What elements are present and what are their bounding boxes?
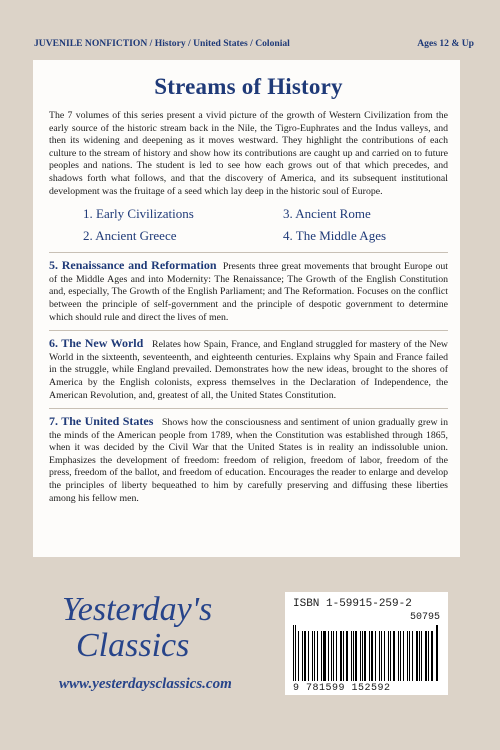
section-united-states xyxy=(49,415,448,505)
barcode-stripe xyxy=(416,631,418,681)
barcode-stripe xyxy=(312,631,314,681)
section-heading: 7. The United States xyxy=(49,414,154,429)
barcode-stripe xyxy=(308,631,309,681)
barcode-bars xyxy=(293,625,440,681)
volume-list xyxy=(83,206,448,244)
barcode-stripe xyxy=(340,631,342,681)
divider xyxy=(49,330,448,331)
price-code: 50795 xyxy=(409,612,440,623)
barcode-stripe xyxy=(302,631,303,681)
barcode-stripe xyxy=(360,631,361,681)
divider xyxy=(49,408,448,409)
barcode-stripe xyxy=(293,625,294,681)
barcode-stripe xyxy=(355,631,357,681)
section-text: Shows how the consciousness and sentiment of union gradually grew in the minds of the American people from 1789, when the Constitution was established through 1865, when it was decided by the Civil War that the United States is in reality an indissoluble union. Emphasizes the development of freedom: freedom of religion, freedom of labor, freedom of the press, freedom of the ballot, and freedom of education. Encourages the reader to enlarge and develop the principles of liberty bequeathed to him by carefully preserving and diffusing these liberties among his fellow men. xyxy=(49,417,448,504)
barcode-stripe xyxy=(419,631,420,681)
barcode-stripe xyxy=(364,631,366,681)
barcode-stripe xyxy=(390,631,391,681)
barcode-stripe xyxy=(375,631,377,681)
barcode-stripe xyxy=(333,631,334,681)
barcode-stripe xyxy=(421,631,422,681)
volume-item: 1. Early Civilizations xyxy=(83,206,194,222)
barcode-stripe xyxy=(346,631,348,681)
barcode-stripe xyxy=(436,625,437,681)
barcode-stripe xyxy=(437,625,438,681)
publisher-name-line2: Classics xyxy=(76,627,190,664)
volume-item: 4. The Middle Ages xyxy=(283,228,387,244)
publisher-logo xyxy=(59,591,292,693)
intro-paragraph: The 7 volumes of this series present a vivid picture of the growth of Western Civilization from the early source of the historic stream back in the Nile, the Tigro-Euphrates and the Indus valleys, and then its widening and deepening as it moves westward. They highlight the contributions of each culture to the stream of history and show how its contributions are caught up and carried on to future peoples and nations. The student is led to see how each grows out of that which precedes, and shadows forth what follows, and that the discovery of America, and its subsequent institutional development was the fruitage of a seed which lay deep in the historic soul of Europe. xyxy=(49,110,448,197)
series-title: Streams of History xyxy=(154,74,343,99)
isbn-number: ISBN 1-59915-259-2 xyxy=(293,598,412,610)
barcode-stripe xyxy=(317,631,318,681)
divider xyxy=(49,252,448,253)
ean-number: 9 781599 152592 xyxy=(293,683,391,694)
category-text: JUVENILE NONFICTION / History / United States / Colonial xyxy=(34,38,290,49)
barcode-stripe xyxy=(412,631,414,681)
barcode-stripe xyxy=(336,631,338,681)
section-new-world xyxy=(49,337,448,402)
barcode-box xyxy=(285,592,448,695)
barcode-stripe xyxy=(314,631,315,681)
barcode-stripe xyxy=(409,631,410,681)
barcode-stripe xyxy=(407,631,408,681)
age-range: Ages 12 & Up xyxy=(417,38,474,49)
barcode-stripe xyxy=(384,631,385,681)
publisher-url: www.yesterdaysclassics.com xyxy=(59,676,232,692)
barcode-stripe xyxy=(298,631,299,681)
barcode-stripe xyxy=(369,631,370,681)
barcode-stripe xyxy=(379,631,380,681)
barcode-stripe xyxy=(304,631,306,681)
barcode-stripe xyxy=(403,631,405,681)
barcode-stripe xyxy=(343,631,344,681)
barcode-stripe xyxy=(431,631,433,681)
section-renaissance xyxy=(49,259,448,324)
barcode-stripe xyxy=(428,631,429,681)
barcode-stripe xyxy=(331,631,332,681)
barcode-stripe xyxy=(295,625,297,681)
barcode-stripe xyxy=(328,631,329,681)
barcode-stripe xyxy=(362,631,363,681)
section-text: Relates how Spain, France, and England struggled for mastery of the New World in the sixteenth, seventeenth, and eighteenth centuries. Explains why Spain and France failed in the struggle, while England prevailed. Demonstrates how the new ideas, brought to the shores of America by the English colonists, express themselves in the Declaration of Independence, the American Revolution, and, greatest of all, the United States Constitution. xyxy=(49,339,448,401)
barcode-stripe xyxy=(321,631,323,681)
barcode-stripe xyxy=(381,631,382,681)
barcode-stripe xyxy=(351,631,352,681)
publisher-name-line1: Yesterday's xyxy=(62,591,213,628)
section-heading: 5. Renaissance and Reformation xyxy=(49,258,217,273)
barcode-stripe xyxy=(398,631,399,681)
barcode-stripe xyxy=(393,631,395,681)
barcode-stripe xyxy=(425,631,427,681)
description-panel xyxy=(33,60,460,557)
volume-item: 3. Ancient Rome xyxy=(283,206,371,222)
barcode-stripe xyxy=(371,631,373,681)
barcode-stripe xyxy=(353,631,354,681)
barcode-stripe xyxy=(388,631,390,681)
volume-item: 2. Ancient Greece xyxy=(83,228,177,244)
barcode-stripe xyxy=(400,631,401,681)
section-text: Presents three great movements that brought Europe out of the Middle Ages and into Modernity: The Renaissance; The Growth of the English Constitution and, especially, The Growth of the English Parliament; and The Reformation. Focuses on the conflict between the principle of self-government and the principle of despotic government to determine which should rule and direct the lives of men. xyxy=(49,261,448,323)
section-heading: 6. The New World xyxy=(49,336,144,351)
category-line xyxy=(34,38,474,49)
barcode-stripe xyxy=(323,631,325,681)
